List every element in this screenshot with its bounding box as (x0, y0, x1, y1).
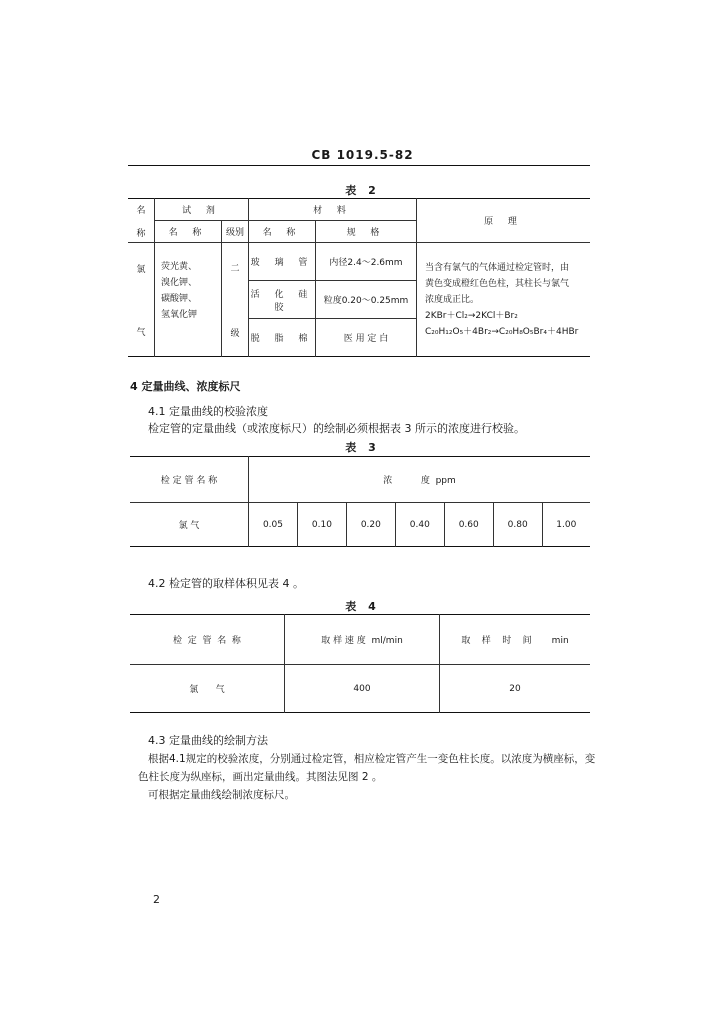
category-header-char: 名 (136, 205, 146, 216)
concentration-value: 0.05 (249, 503, 298, 547)
reagent-group-header: 试 剂 (155, 199, 249, 221)
material-group-header: 材 料 (249, 199, 417, 221)
reagents-cell (155, 243, 222, 357)
material-spec: 粒度0.20～0.25mm (316, 281, 417, 319)
grade-cell (222, 243, 249, 357)
concentration-value: 1.00 (556, 519, 577, 530)
table4 (130, 614, 590, 713)
section43-paragraph (138, 750, 598, 804)
grade-char: 二 (230, 263, 240, 274)
reagent-item: 溴化钾、 (161, 278, 198, 288)
material-name: 玻 璃 管 (249, 243, 316, 281)
principle-cell (417, 243, 591, 357)
spec-header: 规 格 (316, 221, 417, 243)
section41-title: 4.1 定量曲线的校验浓度 (148, 405, 268, 418)
concentration-value: 0.10 (297, 503, 346, 547)
table4-row-name: 氯 气 (130, 665, 285, 713)
concentration-value: 0.60 (444, 503, 493, 547)
section4-title: 4 定量曲线、浓度标尺 (130, 380, 241, 393)
reagent-item: 荧光黄、 (161, 262, 198, 272)
principle-line: 浓度成正比。 (425, 294, 480, 305)
header-rule (128, 165, 590, 166)
material-spec: 医 用 定 白 (316, 319, 417, 357)
table3-name-header: 检 定 管 名 称 (130, 457, 249, 503)
category-header-char: 称 (136, 228, 146, 239)
material-spec: 内径2.4～2.6mm (316, 243, 417, 281)
grade-header: 级别 (222, 221, 249, 243)
table4-time-header: 取 样 时 间 min (440, 615, 591, 665)
table3-row-name: 氯 气 (130, 503, 249, 547)
table3 (130, 456, 590, 547)
table3-concentration-header: 浓 度 ppm (249, 457, 591, 503)
principle-equation: 2KBr＋Cl₂→2KCl＋Br₂ (425, 310, 518, 321)
table4-name-header: 检 定 管 名 称 (130, 615, 285, 665)
reagent-name-header: 名 称 (155, 221, 222, 243)
concentration-value: 0.20 (346, 503, 395, 547)
concentration-value: 0.80 (493, 503, 542, 547)
page-number: 2 (153, 893, 160, 906)
principle-equation: C₂₀H₁₂O₅＋4Br₂→C₂₀H₈O₅Br₄＋4HBr (425, 326, 579, 337)
sampling-rate-value: 400 (285, 665, 440, 713)
grade-char: 级 (230, 328, 240, 339)
material-name: 脱 脂 棉 (249, 319, 316, 357)
table2-caption: 表 2 (345, 184, 380, 197)
principle-line: 当含有氯气的气体通过检定管时，由 (425, 262, 570, 273)
section42-text: 4.2 检定管的取样体积见表 4 。 (148, 577, 304, 590)
category-cell (128, 243, 155, 357)
section43-line: 可根据定量曲线绘制浓度标尺。 (148, 789, 295, 801)
principle-line: 黄色变成橙红色色柱，其柱长与氯气 (425, 278, 570, 289)
section43-line: 色柱长度为纵座标，画出定量曲线。其图法见图 2 。 (138, 771, 383, 783)
reagent-item: 碳酸钾、 (161, 294, 198, 304)
table2-category-header (128, 199, 155, 243)
table4-caption: 表 4 (345, 600, 380, 613)
table3-caption: 表 3 (345, 441, 380, 454)
table2 (128, 198, 590, 357)
table4-rate-header: 取 样 速 度 ml/min (285, 615, 440, 665)
category-char: 氯 (136, 264, 146, 275)
document-code-header: CB 1019.5-82 (311, 148, 414, 162)
section43-title: 4.3 定量曲线的绘制方法 (148, 734, 268, 747)
sampling-time-value: 20 (509, 683, 521, 694)
principle-header: 原 理 (417, 199, 591, 243)
material-name: 活 化 硅 胶 (249, 281, 316, 319)
section41-text: 检定管的定量曲线（或浓度标尺）的绘制必须根据表 3 所示的浓度进行校验。 (148, 422, 525, 435)
material-name-header: 名 称 (249, 221, 316, 243)
section43-line: 根据4.1规定的校验浓度，分别通过检定管，相应检定管产生一变色柱长度。以浓度为横座标，变 (148, 753, 596, 765)
concentration-value: 0.40 (395, 503, 444, 547)
category-char: 气 (136, 327, 146, 338)
reagent-item: 氢氧化钾 (161, 310, 198, 320)
